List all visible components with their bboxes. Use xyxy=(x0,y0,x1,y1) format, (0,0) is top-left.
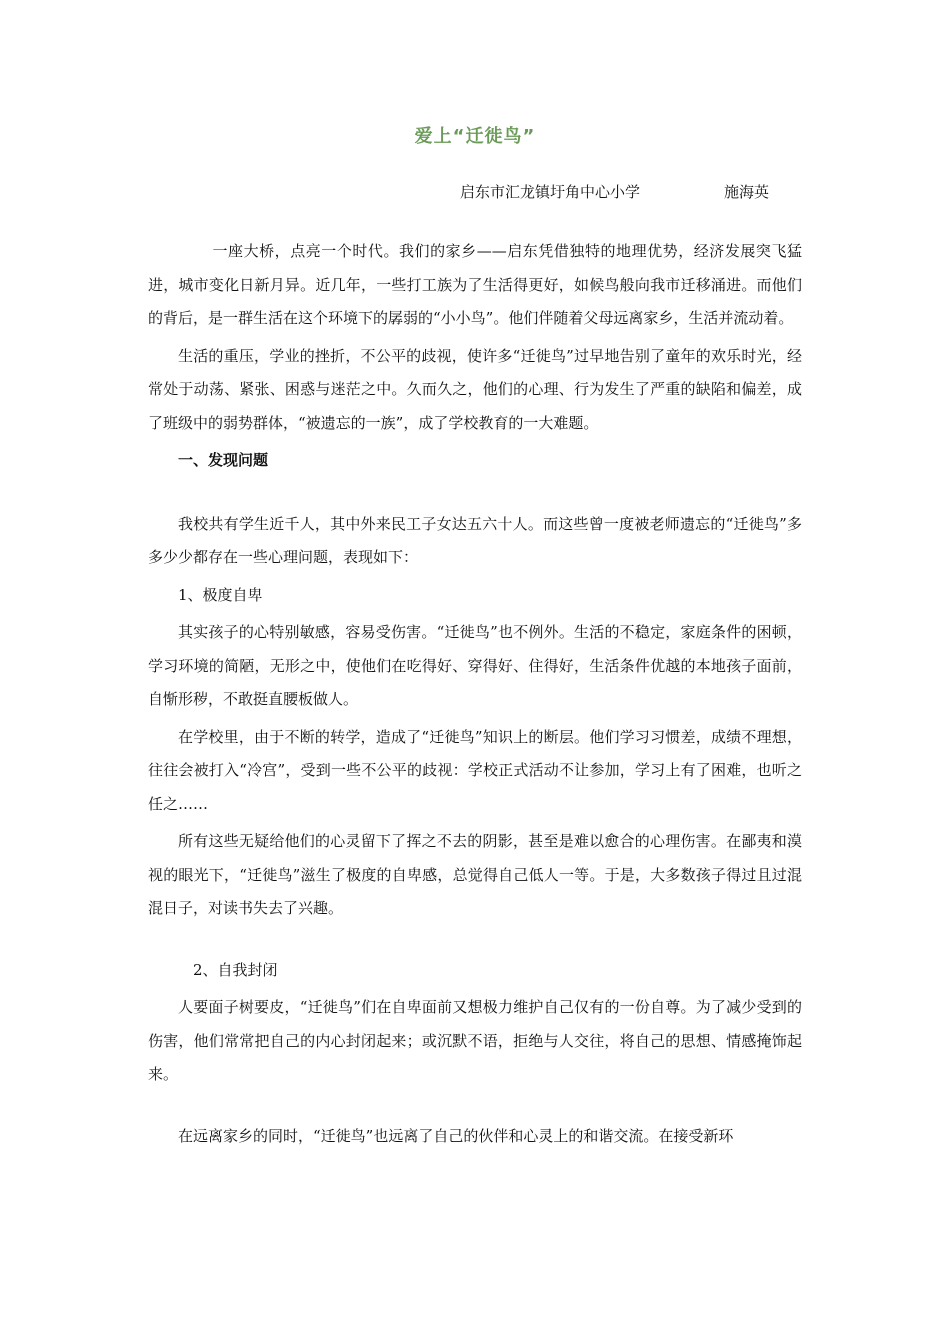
paragraph: 其实孩子的心特别敏感，容易受伤害。“迁徙鸟”也不例外。生活的不稳定，家庭条件的困顿，学习环境的简陋，无形之中，使他们在吃得好、穿得好、住得好，生活条件优越的本地孩子面前，自惭形秽，不敢挺直腰板做人。 xyxy=(148,623,802,708)
section-heading: 一、发现问题 xyxy=(178,451,269,469)
byline xyxy=(460,181,769,202)
paragraph: 人要面子树要皮，“迁徙鸟”们在自卑面前又想极力维护自己仅有的一份自尊。为了减少受到的伤害，他们常常把自己的内心封闭起来；或沉默不语，拒绝与人交往，将自己的思想、情感掩饰起来。 xyxy=(148,998,802,1083)
paragraph: 在远离家乡的同时，“迁徙鸟”也远离了自己的伙伴和心灵上的和谐交流。在接受新环 xyxy=(178,1126,734,1145)
paragraph: 一座大桥，点亮一个时代。我们的家乡——启东凭借独特的地理优势，经济发展突飞猛进，城市变化日新月异。近几年，一些打工族为了生活得更好，如候鸟般向我市迁移涌进。而他们的背后，是一群生活在这个环境下的孱弱的“小小鸟”。他们伴随着父母远离家乡，生活并流动着。 xyxy=(148,242,802,327)
spacer xyxy=(148,1096,802,1120)
paragraph: 我校共有学生近千人，其中外来民工子女达五六十人。而这些曾一度被老师遗忘的“迁徙鸟”多多少少都存在一些心理问题，表现如下： xyxy=(148,514,802,566)
paragraph: 在学校里，由于不断的转学，造成了“迁徙鸟”知识上的断层。他们学习习惯差，成绩不理想，往往会被打入“冷宫”，受到一些不公平的歧视：学校正式活动不让参加，学习上有了困难，也听之任之…… xyxy=(148,727,802,813)
document-title: 爱上“迁徙鸟” xyxy=(414,126,536,147)
subsection-heading: 2、自我封闭 xyxy=(193,960,278,979)
author-name: 施海英 xyxy=(724,183,770,201)
paragraph: 所有这些无疑给他们的心灵留下了挥之不去的阴影，甚至是难以愈合的心理伤害。在鄙夷和漠视的眼光下，“迁徙鸟”滋生了极度的自卑感，总觉得自己低人一等。于是，大多数孩子得过且过混混日子，对读书失去了兴趣。 xyxy=(148,832,802,917)
spacer xyxy=(148,930,802,954)
document-body xyxy=(148,235,802,1157)
subsection-heading: 1、极度自卑 xyxy=(178,585,263,604)
paragraph: 生活的重压，学业的挫折，不公平的歧视，使许多“迁徙鸟”过早地告别了童年的欢乐时光，经常处于动荡、紧张、困惑与迷茫之中。久而久之，他们的心理、行为发生了严重的缺陷和偏差，成了班级中的弱势群体，“被遗忘的一族”，成了学校教育的一大难题。 xyxy=(148,346,802,432)
school-name: 启东市汇龙镇圩角中心小学 xyxy=(460,183,641,201)
